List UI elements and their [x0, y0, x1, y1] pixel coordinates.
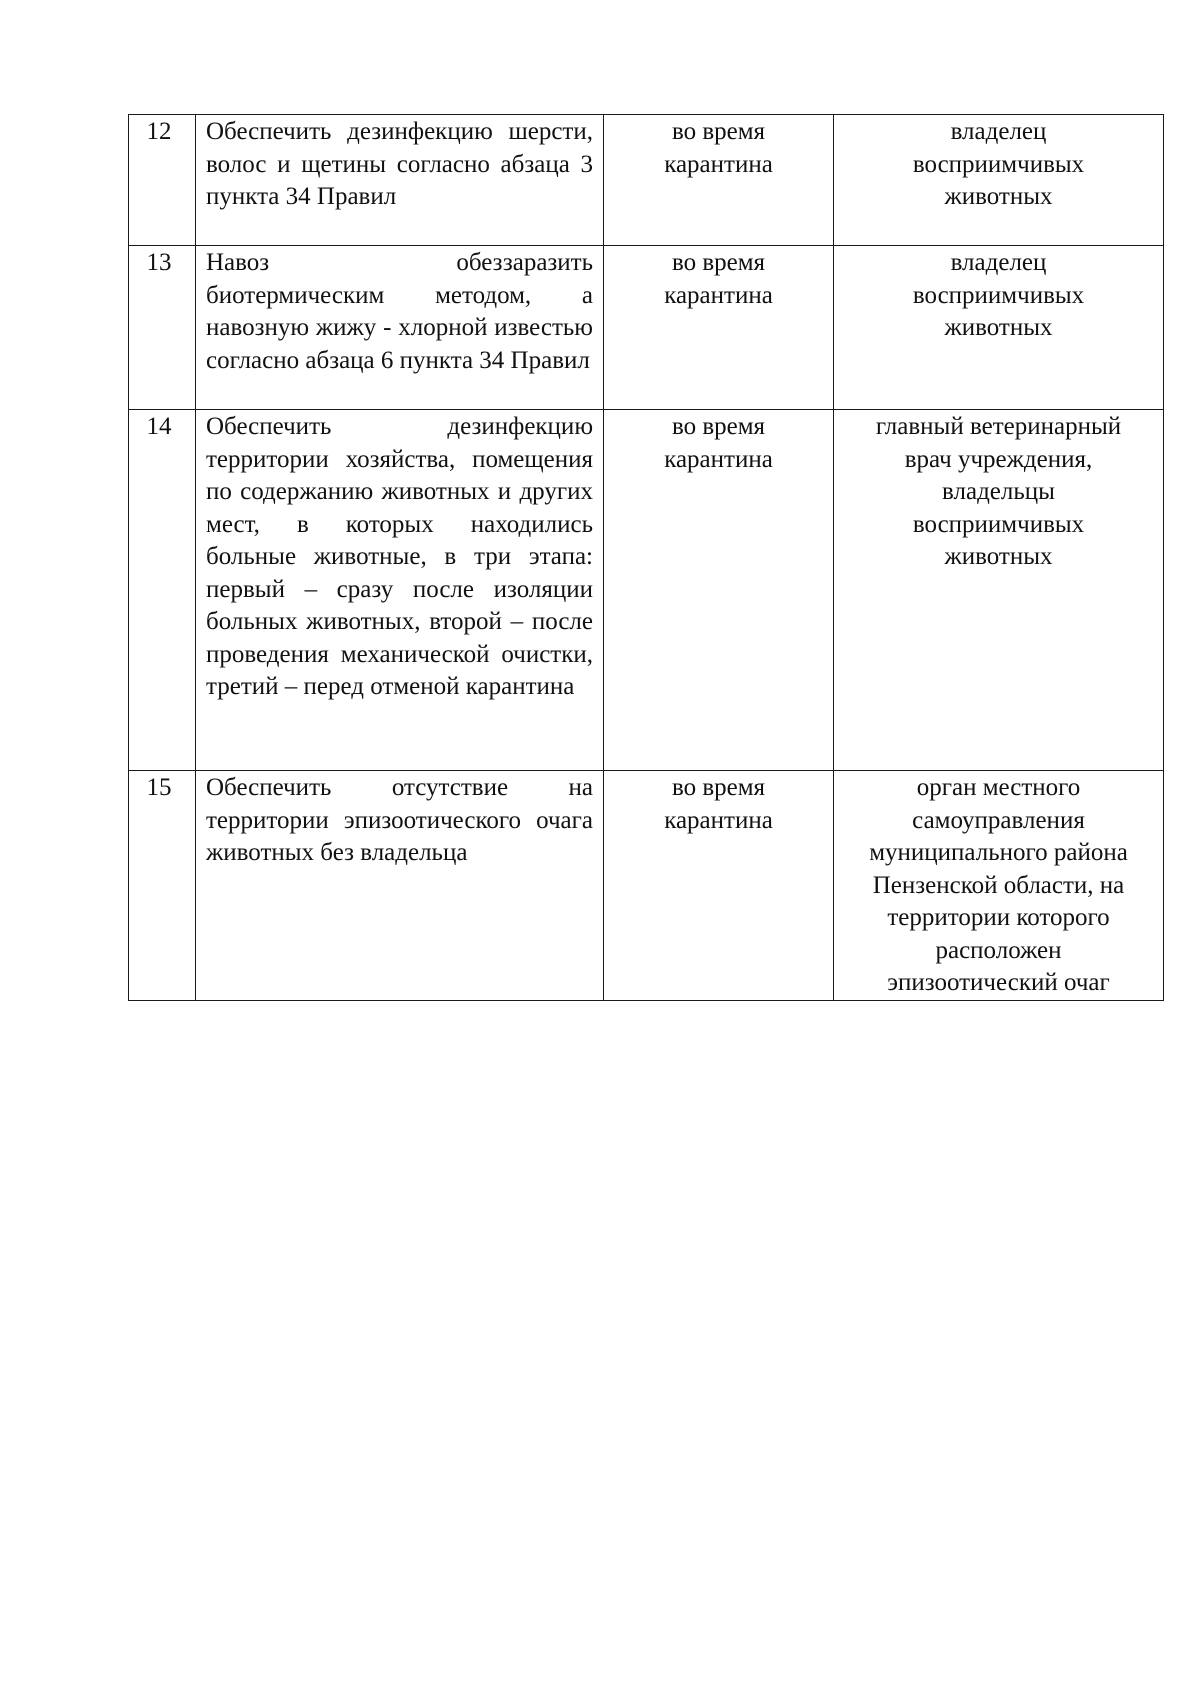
- row-number: 15: [129, 771, 196, 1001]
- measure-term: во время карантина: [604, 771, 834, 1001]
- table-row: [129, 246, 1164, 410]
- measure-description: Обеспечить дезинфекцию шерсти, волос и щетины согласно абзаца 3 пункта 34 Правил: [196, 115, 604, 246]
- row-number: 12: [129, 115, 196, 246]
- table-row: [129, 115, 1164, 246]
- measure-description: Обеспечить дезинфекцию территории хозяйства, помещения по содержанию животных и других мест, в которых находились больные животные, в три этапа: первый – сразу после изоляции больных животных, второй – после проведения механической очистки, третий – перед отменой карантина: [196, 410, 604, 771]
- measures-table: [128, 114, 1164, 1001]
- table-row: [129, 410, 1164, 771]
- row-number: 13: [129, 246, 196, 410]
- measure-term: во время карантина: [604, 115, 834, 246]
- responsible-party: главный ветеринарный врач учреждения, владельцы восприимчивых животных: [834, 410, 1164, 771]
- responsible-party: владелец восприимчивых животных: [834, 246, 1164, 410]
- responsible-party: орган местного самоуправления муниципального района Пензенской области, на территории которого расположен эпизоотический очаг: [834, 771, 1164, 1001]
- row-number: 14: [129, 410, 196, 771]
- responsible-party: владелец восприимчивых животных: [834, 115, 1164, 246]
- measure-description: Навоз обеззаразить биотермическим методом, а навозную жижу - хлорной известью согласно абзаца 6 пункта 34 Правил: [196, 246, 604, 410]
- measure-description: Обеспечить отсутствие на территории эпизоотического очага животных без владельца: [196, 771, 604, 1001]
- measure-term: во время карантина: [604, 410, 834, 771]
- measure-term: во время карантина: [604, 246, 834, 410]
- table-row: [129, 771, 1164, 1001]
